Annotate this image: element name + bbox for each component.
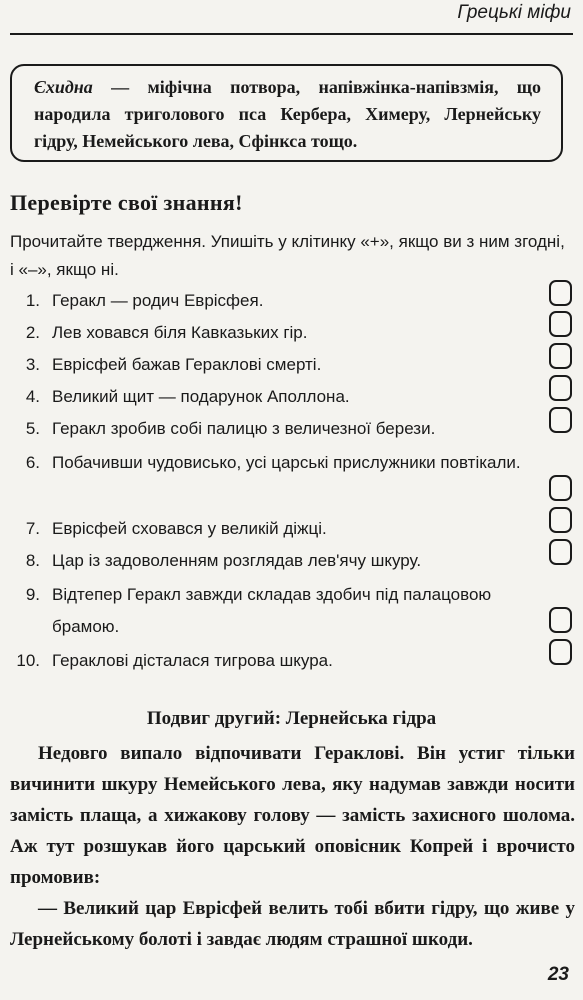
answer-box[interactable] [549,343,572,369]
header-divider [10,33,573,35]
answer-box[interactable] [549,375,572,401]
statement-number: 1. [25,291,40,310]
quiz-instruction: Прочитайте твердження. Упишіть у клітинку «+», якщо ви з ним згодні, і «–», якщо ні. [10,232,565,279]
statement-number: 3. [25,355,40,374]
statement-number: 9. [25,585,40,604]
answer-box[interactable] [549,280,572,306]
story-paragraph: Недовго випало відпочивати Гераклові. Він устиг тільки вичинити шкуру Немейського лева, яку надумав завжди носити замість плаща, а хижакову голову — замість захисного шолома. Аж тут розшукав його царський оповісник Копрей і врочисто промовив: [10,743,575,888]
statement-text: Великий щит — подарунок Аполлона. [52,387,350,406]
answer-box[interactable] [549,539,572,565]
definition-term: Єхидна [34,77,93,97]
story-body [10,738,575,955]
statement-text: Еврісфей бажав Гераклові смерті. [52,355,322,374]
answer-box[interactable] [549,607,572,633]
story-title: Подвиг другий: Лернейська гідра [146,708,437,729]
statement-text: Гераклові дісталася тигрова шкура. [52,651,333,670]
statement-number: 8. [25,551,40,570]
statement-number: 6. [25,453,40,472]
statement-text: Геракл зробив собі палицю з величезної берези. [52,419,436,438]
answer-box[interactable] [549,407,572,433]
statement-text: Побачивши чудовисько, усі царські прислужники повтікали. [52,453,521,472]
quiz-title: Перевірте свої знання! [10,190,243,215]
definition-text: — міфічна потвора, напівжінка-напівзмія, що народила триголового пса Кербера, Химеру, Лернейську гідру, Немейського лева, Сфінкса тощо. [34,77,541,151]
statement-number: 7. [25,519,40,538]
statement-number: 5. [25,419,40,438]
statement-text: Лев ховався біля Кавказьких гір. [52,323,308,342]
answer-box[interactable] [549,639,572,665]
statement-number: 2. [25,323,40,342]
answer-box[interactable] [549,507,572,533]
story-paragraph: — Великий цар Еврісфей велить тобі вбити гідру, що живе у Лернейському болоті і завдає людям страшної шкоди. [10,898,575,950]
statement-text: Цар із задоволенням розглядав лев'ячу шкуру. [52,551,422,570]
running-header: Грецькі міфи [457,2,571,23]
statement-text: Відтепер Геракл завжди складав здобич під палацовою брамою. [52,585,492,636]
answer-box[interactable] [549,475,572,501]
statement-text: Еврісфей сховався у великій діжці. [52,519,327,538]
definition-box [10,64,563,162]
statement-number: 4. [25,387,40,406]
statement-text: Геракл — родич Еврісфея. [52,291,264,310]
statement-number: 10. [16,651,40,670]
answer-box[interactable] [549,311,572,337]
page-number: 23 [547,964,569,985]
